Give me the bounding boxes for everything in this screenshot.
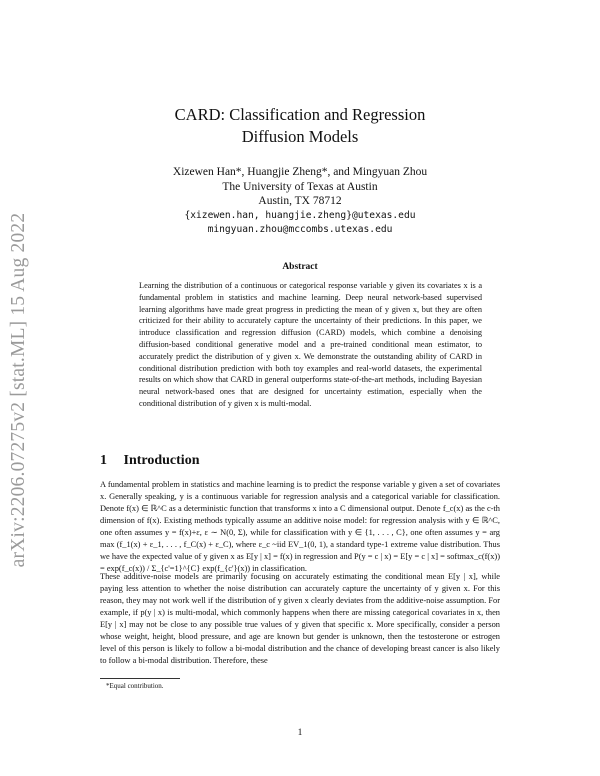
paragraph-text: A fundamental problem in statistics and machine learning is to predict the response variable y given a set of covariates x. Generally speaking, y is a continuous variable for regression analysis and a categorical variable for classification. Denote f(x) ∈ ℝ^C as a deterministic function that transforms x into a C dimensional output. Denote f_c(x) as the c-th dimension of f(x). Existing methods typically assume an additive noise model: for regression analysis with y ∈ ℝ^C, one often assumes y = f(x)+ε, ε ∼ N(0, Σ), while for classification with y ∈ {1, . . . , C}, one often assumes y = arg max (f_1(x) + ε_1, . . . , f_C(x) + ε_C), where ε_c ~iid EV_1(0, 1), a standard type-1 extreme value distribution. Thus we have the expected value of y given x as E[y | x] = f(x) in regression and P(y = c | x) = E[y = c | x] = softmax_c(f(x)) = exp(f_c(x)) / Σ_{c'=1}^{C} exp(f_{c'}(x)) in classification.: [100, 480, 500, 574]
author-affiliation: The University of Texas at Austin: [222, 180, 378, 193]
footnote-divider: [100, 678, 180, 679]
abstract-body: [139, 280, 482, 410]
abstract-heading: Abstract: [282, 262, 318, 272]
arxiv-identifier-text: arXiv:2206.07275v2 [stat.ML] 15 Aug 2022: [8, 212, 29, 568]
page-number: 1: [297, 728, 303, 738]
section-title: Introduction: [123, 453, 200, 468]
author-email-2: mingyuan.zhou@mccombs.utexas.edu: [207, 224, 393, 235]
author-location: Austin, TX 78712: [258, 195, 342, 207]
paragraph-text: These additive-noise models are primarily focusing on accurately estimating the conditional mean E[y | x], while paying less attention to whether the noise distribution can accurately capture the uncertainty of y given x. For this reason, they may not work well if the distribution of y given x clearly deviates from the additive-noise assumption. For example, if p(y | x) is multi-modal, which commonly happens when there are missing categorical covariates in x, then E[y | x] may not be close to any possible true values of y given that specific x. More specifically, consider a person whose weight, height, blood pressure, and age are known but gender is unknown, then the testosterone or estrogen level of this person is likely to follow a bi-modal distribution and the chance of developing breast cancer is also likely to follow a bi-modal distribution. Therefore, these: [100, 572, 500, 666]
section-number: 1: [100, 453, 107, 468]
section-heading: [100, 453, 199, 469]
intro-paragraph-2: [100, 571, 500, 667]
paper-title-line-1: CARD: Classification and Regression: [174, 105, 426, 124]
author-block: [0, 165, 600, 238]
paper-title: [0, 104, 600, 148]
abstract-text: Learning the distribution of a continuous or categorical response variable y given its covariates x is a fundamental problem in statistics and machine learning. Deep neural network-based supervised learning algorithms have made great progress in predicting the mean of y given x, but they are often criticized for their ability to accurately capture the uncertainty of their predictions. In this paper, we introduce classification and regression diffusion (CARD) models, which combine a denoising diffusion-based conditional generative model and a pre-trained conditional mean estimator, to accurately predict the distribution of y given x. We demonstrate the outstanding ability of CARD in conditional distribution prediction with both toy examples and real-world datasets, the experimental results on which show that CARD in general outperforms state-of-the-art methods, including Bayesian neural network-based ones that are designed for uncertainty estimation, especially when the conditional distribution of y given x is multi-modal.: [139, 281, 482, 408]
intro-paragraph-1: [100, 479, 500, 575]
arxiv-identifier-stamp: [4, 200, 34, 580]
paper-title-line-2: Diffusion Models: [241, 127, 359, 146]
footnote: *Equal contribution.: [106, 682, 164, 690]
author-email-1: {xizewen.han, huangjie.zheng}@utexas.edu: [184, 209, 416, 221]
author-names: Xizewen Han*, Huangjie Zheng*, and Mingyuan Zhou: [172, 166, 428, 178]
